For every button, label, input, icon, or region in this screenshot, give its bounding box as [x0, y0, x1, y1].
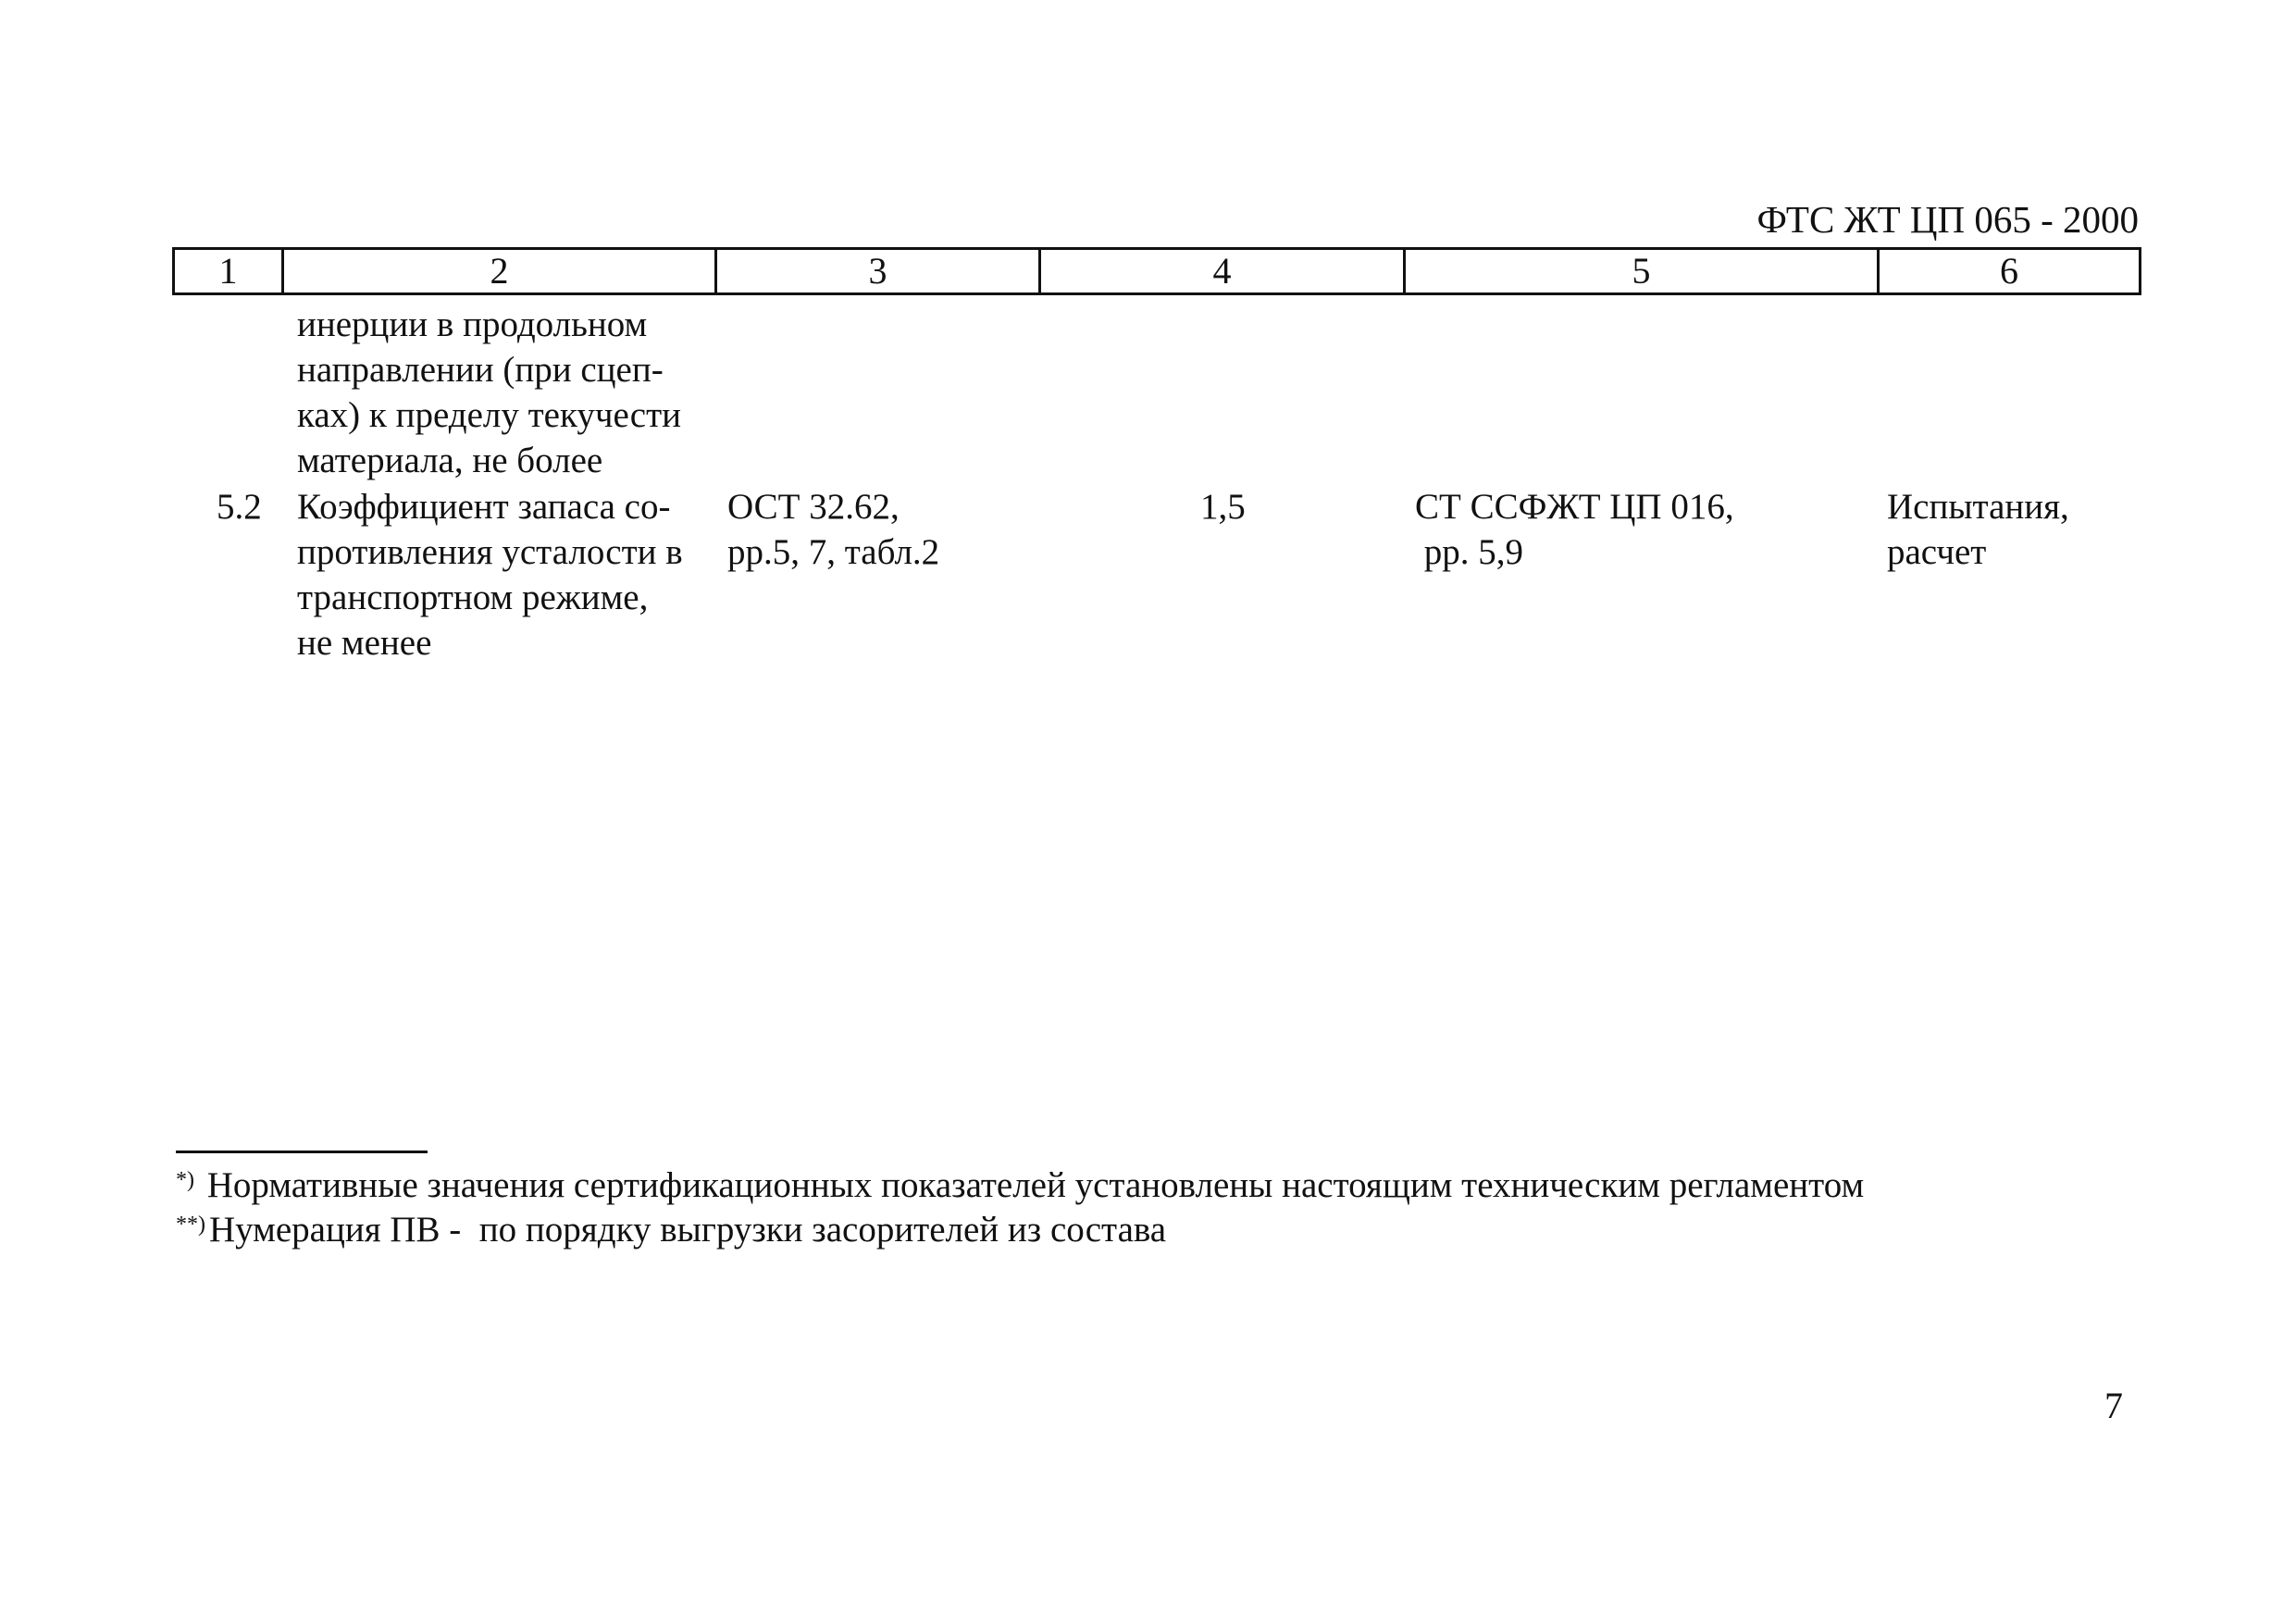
- page-number: 7: [2104, 1385, 2123, 1426]
- column-header-3: 3: [868, 250, 887, 292]
- footnote-text: Нормативные значения сертификационных показателей установлены настоящим техническим регламентом: [206, 1165, 1865, 1205]
- cell-text-line: рр.5, 7, табл.2: [727, 532, 940, 572]
- cell-text-line: инерции в продольном: [297, 305, 648, 344]
- cell-value: 1,5: [1200, 487, 1246, 527]
- footnote-mark: **): [176, 1213, 205, 1237]
- row-number: 5.2: [217, 487, 262, 527]
- footnote-separator: [176, 1151, 428, 1153]
- cell-text-line: противления усталости в: [297, 532, 683, 572]
- cell-text-line: не менее: [297, 623, 432, 663]
- column-header-2: 2: [490, 250, 509, 292]
- footnote-mark: *): [176, 1168, 194, 1192]
- cell-text-line: СТ ССФЖТ ЦП 016,: [1415, 487, 1734, 527]
- footnote-2: [176, 1209, 1166, 1251]
- footnote-1: [176, 1164, 1864, 1207]
- footnote-text: Нумерация ПВ - по порядку выгрузки засорителей из состава: [209, 1210, 1167, 1250]
- cell-text-line: направлении (при сцеп-: [297, 350, 664, 390]
- cell-text-line: рр. 5,9: [1415, 532, 1523, 572]
- table-header-row: [172, 247, 2141, 295]
- column-header-6: 6: [2000, 250, 2018, 292]
- cell-text-line: ках) к пределу текучести: [297, 395, 682, 435]
- cell-text-line: ОСТ 32.62,: [727, 487, 900, 527]
- column-divider: [2139, 250, 2141, 292]
- cell-text-line: Коэффициент запаса со-: [297, 487, 671, 527]
- cell-text-line: материала, не более: [297, 441, 603, 480]
- cell-text-line: Испытания,: [1887, 487, 2069, 527]
- document-code: ФТС ЖТ ЦП 065 - 2000: [1756, 198, 2139, 241]
- column-header-5: 5: [1632, 250, 1651, 292]
- column-header-4: 4: [1212, 250, 1232, 292]
- column-header-1: 1: [218, 250, 238, 292]
- cell-text-line: транспортном режиме,: [297, 578, 649, 617]
- cell-text-line: расчет: [1887, 532, 1987, 572]
